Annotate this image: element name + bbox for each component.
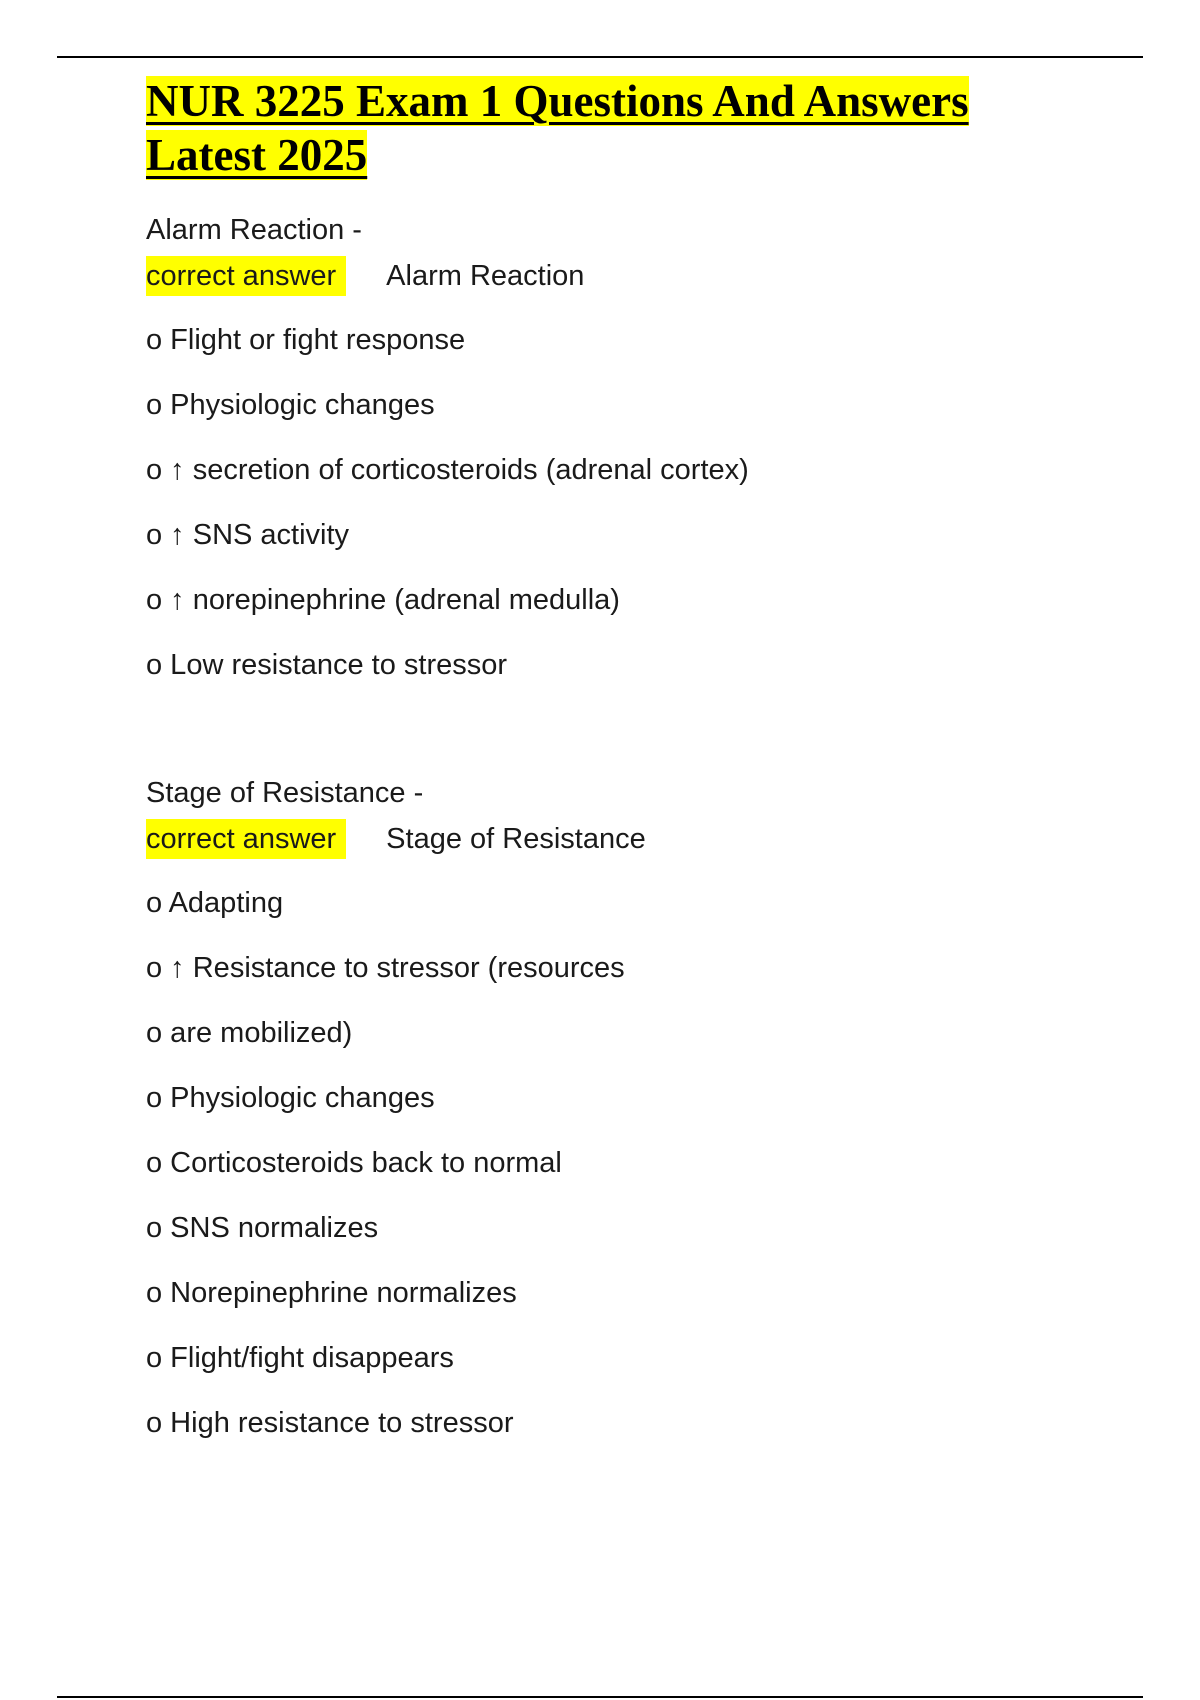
bullet-item: o Flight or fight response (146, 324, 466, 356)
correct-answer-marker: correct answer (146, 256, 346, 296)
top-rule (57, 56, 1143, 58)
correct-answer-marker: correct answer (146, 819, 346, 859)
bullet-item: o are mobilized) (146, 1017, 353, 1049)
title-line-1: NUR 3225 Exam 1 Questions And Answers (146, 76, 969, 126)
title-line-2: Latest 2025 (146, 130, 368, 180)
bullet-item: o Adapting (146, 887, 284, 919)
bullet-item: o Corticosteroids back to normal (146, 1147, 562, 1179)
answer-row (146, 256, 1106, 296)
answer-bullet-list (146, 883, 1106, 1443)
bullet-item: o SNS normalizes (146, 1212, 379, 1244)
qa-section-stage-of-resistance (146, 773, 1106, 1443)
bullet-item: o High resistance to stressor (146, 1407, 514, 1439)
answer-text: Stage of Resistance (386, 823, 646, 855)
bullet-item: o Flight/fight disappears (146, 1342, 454, 1374)
question-text: Stage of Resistance - (146, 777, 424, 809)
question-text: Alarm Reaction - (146, 214, 362, 246)
answer-row (146, 819, 1106, 859)
qa-section-alarm-reaction (146, 210, 1106, 685)
bullet-item: o Physiologic changes (146, 389, 435, 421)
bullet-item: o ↑ SNS activity (146, 519, 350, 551)
bottom-rule (57, 1696, 1143, 1698)
bullet-item: o Norepinephrine normalizes (146, 1277, 517, 1309)
bullet-item: o ↑ norepinephrine (adrenal medulla) (146, 584, 620, 616)
bullet-item: o Physiologic changes (146, 1082, 435, 1114)
bullet-item: o ↑ secretion of corticosteroids (adrenal cortex) (146, 454, 749, 486)
document-title (146, 74, 1106, 182)
answer-bullet-list (146, 320, 1106, 685)
bullet-item: o ↑ Resistance to stressor (resources (146, 952, 625, 984)
bullet-item: o Low resistance to stressor (146, 649, 508, 681)
answer-text: Alarm Reaction (386, 260, 585, 292)
document-page (146, 74, 1106, 1443)
